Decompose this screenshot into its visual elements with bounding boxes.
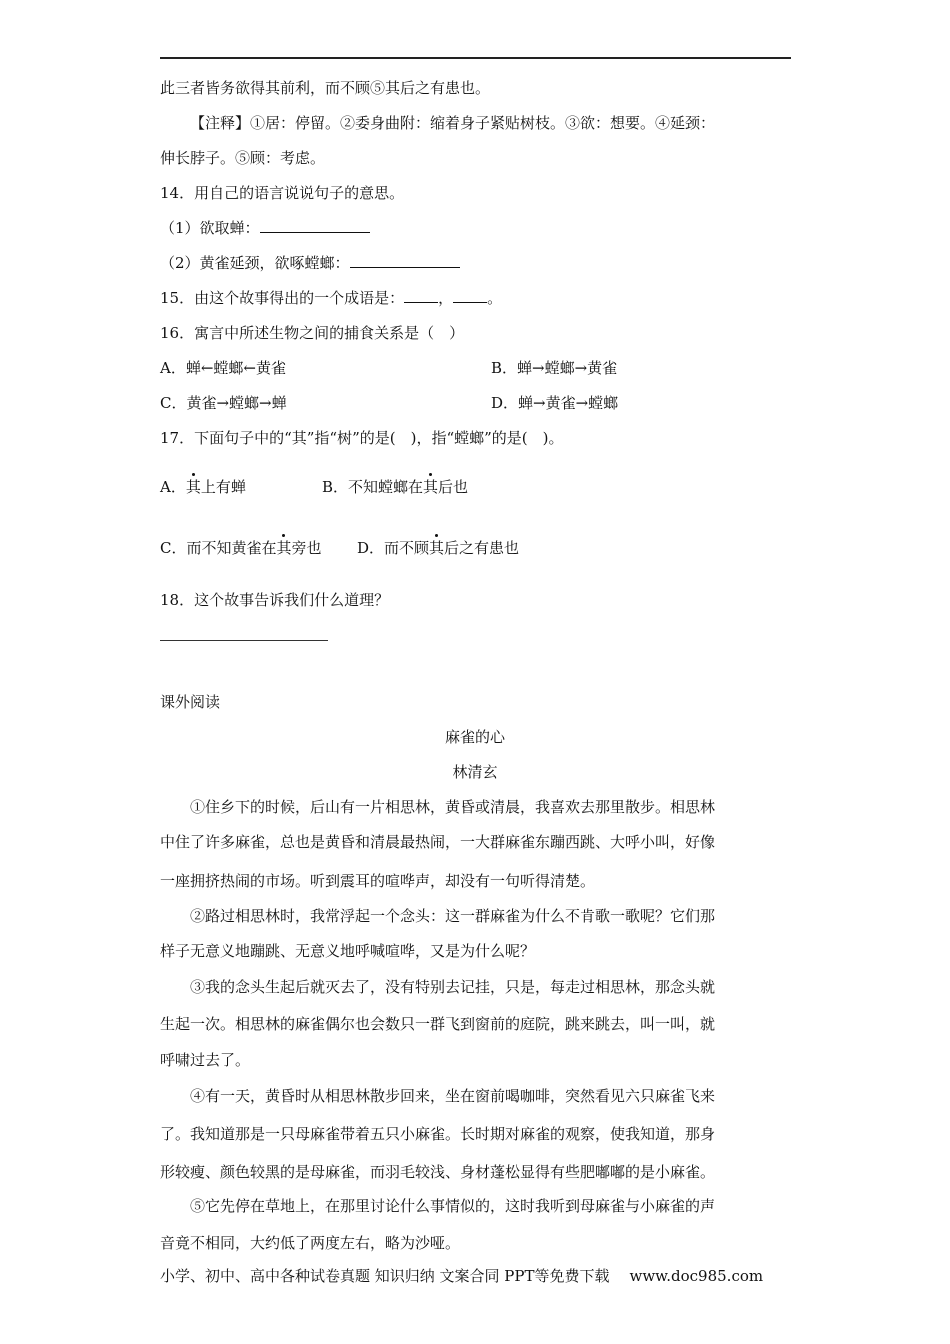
article-p4-line-2: 了。我知道那是一只母麻雀带着五只小麻雀。长时期对麻雀的观察，使我知道，那身	[160, 1125, 716, 1143]
q17-options-row-1	[160, 477, 791, 497]
q14-stem: 14．用自己的语言说说句子的意思。	[160, 184, 405, 202]
q18-answer-line[interactable]	[160, 640, 328, 641]
q15-end: 。	[487, 289, 503, 307]
q16-option-b[interactable]: B．蝉→螳螂→黄雀	[491, 359, 618, 377]
q16-options-row-2	[160, 393, 791, 413]
q17-option-b[interactable]	[322, 477, 468, 497]
q17-option-d[interactable]	[357, 538, 519, 558]
article-p4-line-3: 形较瘦、颜色较黑的是母麻雀，而羽毛较浅、身材蓬松显得有些肥嘟嘟的是小麻雀。	[160, 1163, 716, 1181]
q16-options-row-1	[160, 358, 791, 378]
page-footer	[160, 1266, 763, 1286]
q17-options-row-2	[160, 538, 791, 558]
q17-c-label: C．而不知黄雀在	[160, 539, 277, 557]
q17-a-rest: 上有蝉	[200, 478, 246, 496]
q17-d-rest: 后之有患也	[444, 539, 520, 557]
article-p4-line-1: ④有一天，黄昏时从相思林散步回来，坐在窗前喝咖啡，突然看见六只麻雀飞来	[190, 1087, 716, 1105]
header-rule	[160, 57, 791, 59]
q17-b-rest: 后也	[438, 478, 469, 496]
q14-sub2	[160, 253, 460, 273]
q17-b-dotted: 其	[423, 478, 439, 496]
footer-text: 小学、初中、高中各种试卷真题 知识归纳 文案合同 PPT等免费下载	[160, 1267, 610, 1285]
notes-line-2: 伸长脖子。⑤顾：考虑。	[160, 149, 326, 167]
q17-b-label: B．不知螳螂在	[322, 478, 424, 496]
article-p3-line-2: 生起一次。相思林的麻雀偶尔也会数只一群飞到窗前的庭院，跳来跳去，叫一叫，就	[160, 1015, 716, 1033]
article-p2-line-1: ②路过相思林时，我常浮起一个念头：这一群麻雀为什么不肯歌一歌呢？它们那	[190, 907, 716, 925]
q17-d-label: D．而不顾	[357, 539, 430, 557]
section-title: 课外阅读	[160, 693, 221, 711]
q16-option-a[interactable]: A．蝉←螳螂←黄雀	[160, 359, 286, 377]
q15-sep: ，	[438, 289, 454, 307]
article-p3-line-1: ③我的念头生起后就灭去了，没有特别去记挂，只是，每走过相思林，那念头就	[190, 978, 716, 996]
article-p5-line-1: ⑤它先停在草地上，在那里讨论什么事情似的，这时我听到母麻雀与小麻雀的声	[190, 1197, 716, 1215]
notes-line-1: 【注释】①居：停留。②委身曲附：缩着身子紧贴树枝。③欲：想要。④延颈：	[190, 114, 716, 132]
q14-sub2-blank[interactable]	[350, 253, 460, 268]
article-p1-line-3: 一座拥挤热闹的市场。听到震耳的喧哗声，却没有一句听得清楚。	[160, 872, 596, 890]
q16-option-d[interactable]: D．蝉→黄雀→螳螂	[491, 394, 619, 412]
footer-url[interactable]: www.doc985.com	[629, 1267, 764, 1285]
article-author: 林清玄	[452, 763, 498, 781]
q17-d-dotted: 其	[429, 539, 445, 557]
article-title: 麻雀的心	[444, 728, 505, 746]
q17-c-rest: 旁也	[291, 539, 322, 557]
q14-sub1	[160, 218, 370, 238]
q17-stem: 17．下面句子中的“其”指“树”的是( )，指“螳螂”的是( )。	[160, 429, 564, 447]
article-p2-line-2: 样子无意义地蹦跳、无意义地呼喊喧哗，又是为什么呢？	[160, 942, 536, 960]
article-p5-line-2: 音竟不相同，大约低了两度左右，略为沙哑。	[160, 1234, 461, 1252]
article-p1-line-1: ①住乡下的时候，后山有一片相思林，黄昏或清晨，我喜欢去那里散步。相思林	[190, 798, 716, 816]
article-p3-line-3: 呼啸过去了。	[160, 1051, 251, 1069]
q15-blank-2[interactable]	[453, 288, 487, 303]
q15-prefix: 15．由这个故事得出的一个成语是：	[160, 289, 405, 307]
q14-sub1-label: （1）欲取蝉：	[160, 219, 260, 237]
q14-sub2-label: （2）黄雀延颈，欲啄螳螂：	[160, 254, 350, 272]
q15-blank-1[interactable]	[404, 288, 438, 303]
q17-a-dotted: 其	[185, 478, 201, 496]
q18-stem: 18．这个故事告诉我们什么道理？	[160, 591, 390, 609]
q16-stem: 16．寓言中所述生物之间的捕食关系是（ ）	[160, 324, 465, 342]
q16-option-c[interactable]: C．黄雀→螳螂→蝉	[160, 394, 287, 412]
q17-option-c[interactable]	[160, 539, 322, 557]
q17-c-dotted: 其	[276, 539, 292, 557]
q17-a-label: A．	[160, 478, 186, 496]
article-p1-line-2: 中住了许多麻雀，总也是黄昏和清晨最热闹，一大群麻雀东蹦西跳、大呼小叫，好像	[160, 833, 716, 851]
q17-option-a[interactable]	[160, 478, 246, 496]
passage-end-line: 此三者皆务欲得其前利，而不顾⑤其后之有患也。	[160, 79, 491, 97]
q14-sub1-blank[interactable]	[260, 218, 370, 233]
q15	[160, 288, 502, 308]
